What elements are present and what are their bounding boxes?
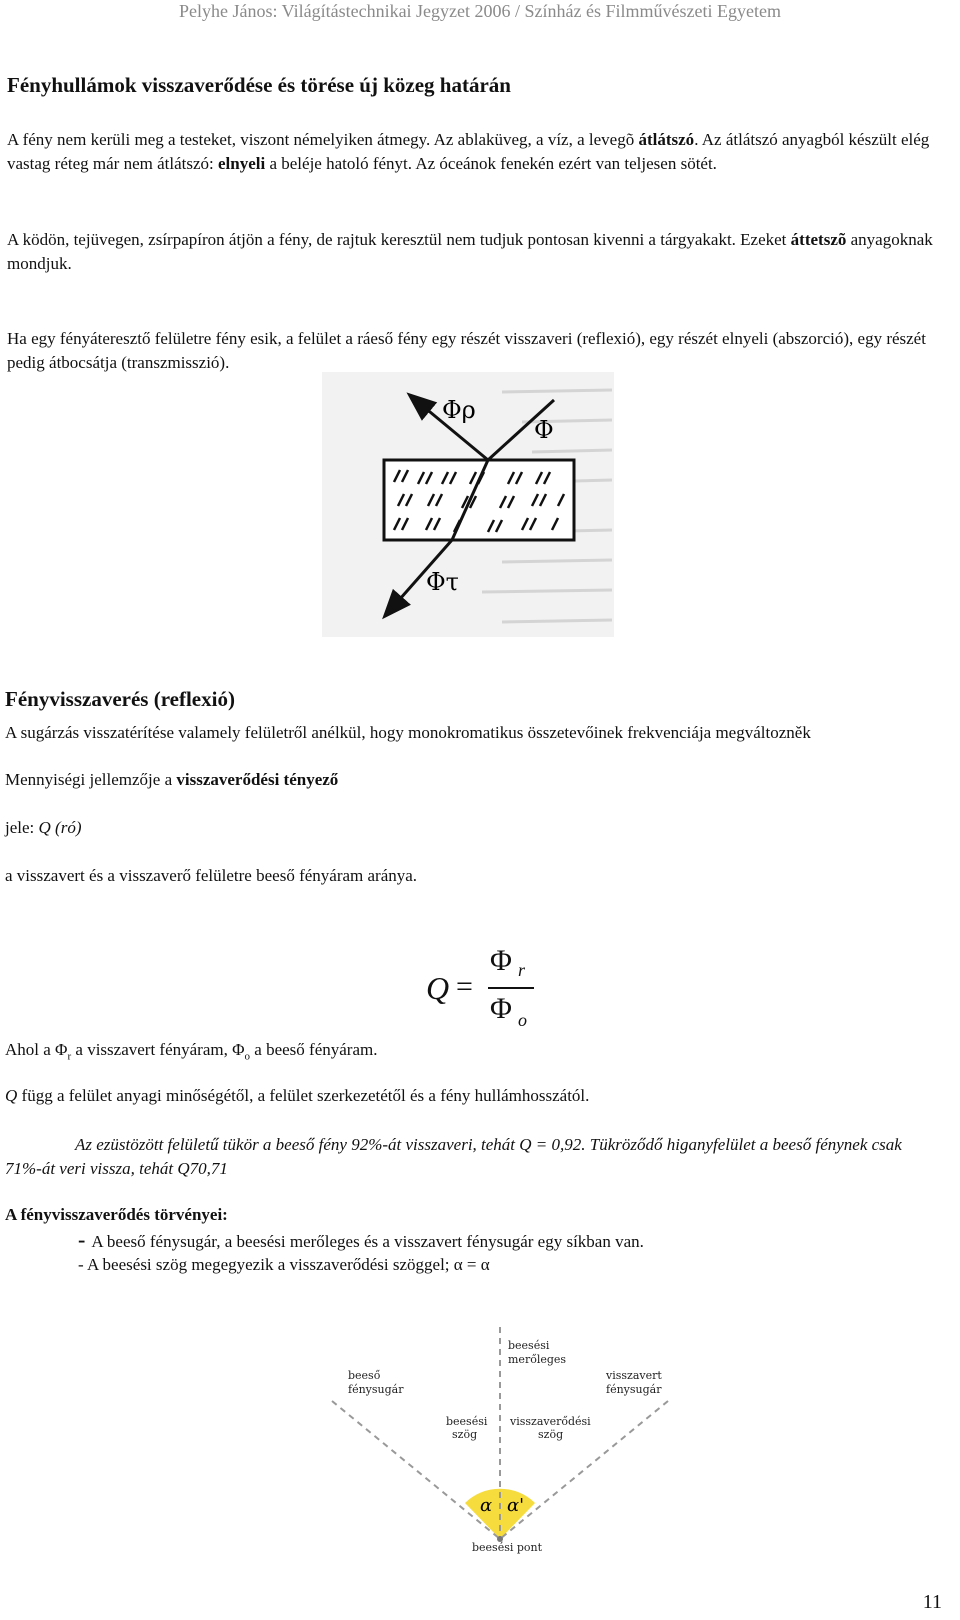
- section-title: Fényvisszaverés (reflexió): [5, 687, 235, 711]
- law-2: [78, 1253, 490, 1277]
- label-incident-2: fénysugár: [348, 1383, 404, 1396]
- law-1-text: A beeső fénysugár, a beesési merőleges és a visszavert fénysugár egy síkban van.: [91, 1232, 644, 1251]
- para8-sub-r: r: [67, 1050, 72, 1063]
- paragraph-where: [5, 1038, 940, 1068]
- label-ref-angle-2: szög: [538, 1428, 564, 1441]
- page-number: 11: [922, 1591, 942, 1613]
- law-1-dash: -: [78, 1227, 86, 1252]
- para5-bold: visszaverődési tényező: [176, 770, 339, 789]
- para1-t2: . Az átlátszó anyagból készült elég vastag réteg már nem átlátszó:: [7, 130, 930, 173]
- label-normal-1: beesési: [508, 1339, 550, 1352]
- formula-fraction-bar: [488, 987, 534, 989]
- para2-t2: anyagoknak mondjuk.: [7, 230, 933, 273]
- para2-t1: A ködön, tejüvegen, zsírpapíron átjön a fény, de rajtuk keresztül nem tudjuk pontosan kivenni a tárgyakakt. Ezeket: [7, 230, 791, 249]
- formula-numerator-sub: r: [518, 960, 526, 980]
- para1-t1: A fény nem kerüli meg a testeket, viszont némelyiken átmegy. Az ablaküveg, a víz, a levegõ: [7, 130, 639, 149]
- laws-title: A fényvisszaverődés törvényei:: [5, 1205, 228, 1224]
- label-ref-angle-1: visszaverődési: [510, 1415, 591, 1428]
- figure-law-of-reflection: [322, 1325, 682, 1555]
- para8-sub-o: o: [244, 1050, 251, 1063]
- formula-numerator: Φ: [490, 944, 512, 977]
- label-phi: Φ: [534, 416, 554, 444]
- para8-t3: a beeső fényáram.: [250, 1040, 378, 1059]
- para9-t1: függ a felület anyagi minőségétől, a felület szerkezetétől és a fény hullámhosszától.: [17, 1086, 590, 1105]
- reflection-diagram: [322, 1325, 682, 1555]
- paragraph-translucent: [7, 228, 942, 276]
- paragraph-depends: [5, 1084, 940, 1108]
- figure-light-through-plate: [322, 372, 614, 637]
- formula-eq: =: [456, 970, 473, 1003]
- label-point: beesési pont: [472, 1541, 543, 1554]
- formula-denominator: Φ: [490, 992, 512, 1025]
- para1-bold-absorbs: elnyeli: [218, 154, 266, 173]
- para8-t1: Ahol a Φ: [5, 1040, 68, 1059]
- plate-diagram: [322, 372, 614, 637]
- paragraph-quantity: [5, 768, 940, 792]
- formula-lhs: Q: [426, 970, 450, 1006]
- para8-t2: a visszavert fényáram, Φ: [71, 1040, 245, 1059]
- paragraph-definition: A sugárzás visszatérítése valamely felületről anélkül, hogy monokromatikus összetevőinek frekvenciája megváltozněk: [5, 723, 811, 742]
- page-title: Fényhullámok visszaverődése és törése új közeg határán: [7, 73, 511, 97]
- para2-bold-translucent: áttetszõ: [790, 230, 847, 249]
- label-alpha: α: [480, 1495, 493, 1516]
- formula-denominator-sub: o: [518, 1010, 527, 1030]
- label-reflected-2: fénysugár: [606, 1383, 662, 1396]
- paragraph-transparent: [7, 128, 942, 176]
- label-alpha-prime: α': [507, 1495, 525, 1516]
- label-phi-rho: Φρ: [442, 396, 476, 424]
- para9-italic: Q: [5, 1086, 18, 1105]
- paragraph-ratio: a visszavert és a visszaverő felületre beeső fényáram aránya.: [5, 866, 418, 885]
- paragraph-example: Az ezüstözött felületű tükör a beeső fény 92%-át visszaveri, tehát Q = 0,92. Tükröződő higanyfelület a beeső fénynek csak 71%-át veri vissza, tehát Q70,71: [5, 1135, 902, 1178]
- label-inc-angle-2: szög: [452, 1428, 478, 1441]
- para5-t1: Mennyiségi jellemzője a: [5, 770, 177, 789]
- paragraph-reflection-absorption: Ha egy fényáteresztő felületre fény esik, a felület a ráeső fény egy részét visszaveri (reflexió), egy részét elnyeli (abszorció), egy részét pedig átbocsátja (transzmisszió).: [7, 329, 926, 372]
- para6-t1: jele:: [5, 818, 39, 837]
- law-1: [78, 1228, 644, 1254]
- law-2-text: - A beesési szög megegyezik a visszaverődési szöggel; α = α: [78, 1255, 490, 1274]
- para6-italic: Q (ró): [38, 818, 82, 837]
- para1-t3: a beléje hatoló fényt. Az óceánok fenekén ezért van teljesen sötét.: [265, 154, 717, 173]
- label-incident-1: beeső: [348, 1369, 381, 1382]
- reflectance-formula: [426, 944, 546, 1034]
- glass-plate: [384, 460, 574, 540]
- label-phi-tau: Φτ: [426, 568, 459, 596]
- label-normal-2: merőleges: [508, 1353, 567, 1366]
- label-reflected-1: visszavert: [606, 1369, 662, 1382]
- page-header: Pelyhe János: Világítástechnikai Jegyzet 2006 / Színház és Filmművészeti Egyetem: [179, 1, 781, 21]
- paragraph-symbol: [5, 816, 940, 840]
- label-inc-angle-1: beesési: [446, 1415, 488, 1428]
- para1-bold-transparent: átlátszó: [638, 130, 695, 149]
